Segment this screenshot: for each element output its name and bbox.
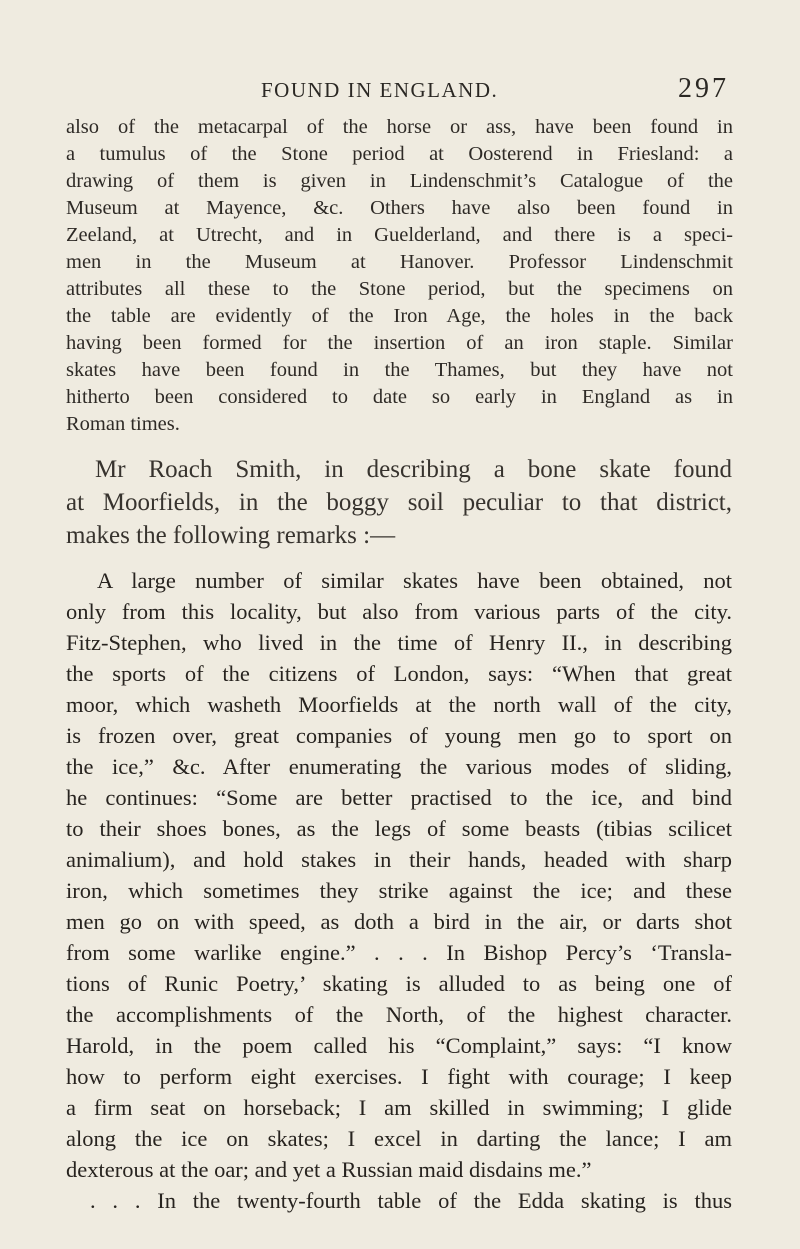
text-line: hitherto been considered to date so early in England as in bbox=[66, 386, 733, 408]
text-line: Fitz-Stephen, who lived in the time of Henry II., in describing bbox=[66, 630, 732, 655]
text-line: is frozen over, great companies of young men go to sport on bbox=[66, 723, 732, 748]
text-line: animalium), and hold stakes in their hands, headed with sharp bbox=[66, 847, 732, 872]
text-line: to their shoes bones, as the legs of some beasts (tibias scilicet bbox=[66, 816, 732, 841]
text-line: attributes all these to the Stone period, but the specimens on bbox=[66, 278, 733, 300]
text-line: Harold, in the poem called his “Complaint,” says: “I know bbox=[66, 1033, 732, 1058]
text-line: Zeeland, at Utrecht, and in Guelderland, and there is a speci- bbox=[66, 224, 733, 246]
running-title: FOUND IN ENGLAND. bbox=[261, 78, 499, 102]
text-line: drawing of them is given in Lindenschmit’s Catalogue of the bbox=[66, 170, 733, 192]
text-line: a tumulus of the Stone period at Oosterend in Friesland: a bbox=[66, 143, 733, 165]
text-line: moor, which washeth Moorfields at the north wall of the city, bbox=[66, 692, 732, 717]
text-line: men in the Museum at Hanover. Professor Lindenschmit bbox=[66, 251, 733, 273]
text-line: the table are evidently of the Iron Age, the holes in the back bbox=[66, 305, 733, 327]
text-line: . . . In the twenty-fourth table of the Edda skating is thus bbox=[90, 1188, 732, 1213]
text-line: iron, which sometimes they strike against the ice; and these bbox=[66, 878, 732, 903]
text-line: also of the metacarpal of the horse or ass, have been found in bbox=[66, 116, 733, 138]
text-line: the ice,” &c. After enumerating the various modes of sliding, bbox=[66, 754, 732, 779]
text-line: from some warlike engine.” . . . In Bishop Percy’s ‘Transla- bbox=[66, 940, 732, 965]
text-line: how to perform eight exercises. I fight with courage; I keep bbox=[66, 1064, 732, 1089]
text-line: the accomplishments of the North, of the highest character. bbox=[66, 1002, 732, 1027]
text-line: dexterous at the oar; and yet a Russian maid disdains me.” bbox=[66, 1157, 592, 1182]
text-line: men go on with speed, as doth a bird in the air, or darts shot bbox=[66, 909, 732, 934]
text-line: Roman times. bbox=[66, 413, 180, 435]
text-line: tions of Runic Poetry,’ skating is alluded to as being one of bbox=[66, 971, 732, 996]
text-line: the sports of the citizens of London, says: “When that great bbox=[66, 661, 732, 686]
text-line: makes the following remarks :— bbox=[66, 522, 396, 549]
text-line: A large number of similar skates have been obtained, not bbox=[97, 568, 732, 593]
text-line: he continues: “Some are better practised to the ice, and bind bbox=[66, 785, 732, 810]
text-line: a firm seat on horseback; I am skilled in swimming; I glide bbox=[66, 1095, 732, 1120]
text-line: at Moorfields, in the boggy soil peculiar to that district, bbox=[66, 489, 732, 516]
text-line: only from this locality, but also from various parts of the city. bbox=[66, 599, 732, 624]
text-line: Mr Roach Smith, in describing a bone skate found bbox=[95, 456, 732, 483]
running-header bbox=[0, 73, 800, 108]
page-number: 297 bbox=[678, 73, 729, 104]
text-line: having been formed for the insertion of an iron staple. Similar bbox=[66, 332, 733, 354]
text-line: Museum at Mayence, &c. Others have also been found in bbox=[66, 197, 733, 219]
text-line: along the ice on skates; I excel in darting the lance; I am bbox=[66, 1126, 732, 1151]
text-line: skates have been found in the Thames, but they have not bbox=[66, 359, 733, 381]
